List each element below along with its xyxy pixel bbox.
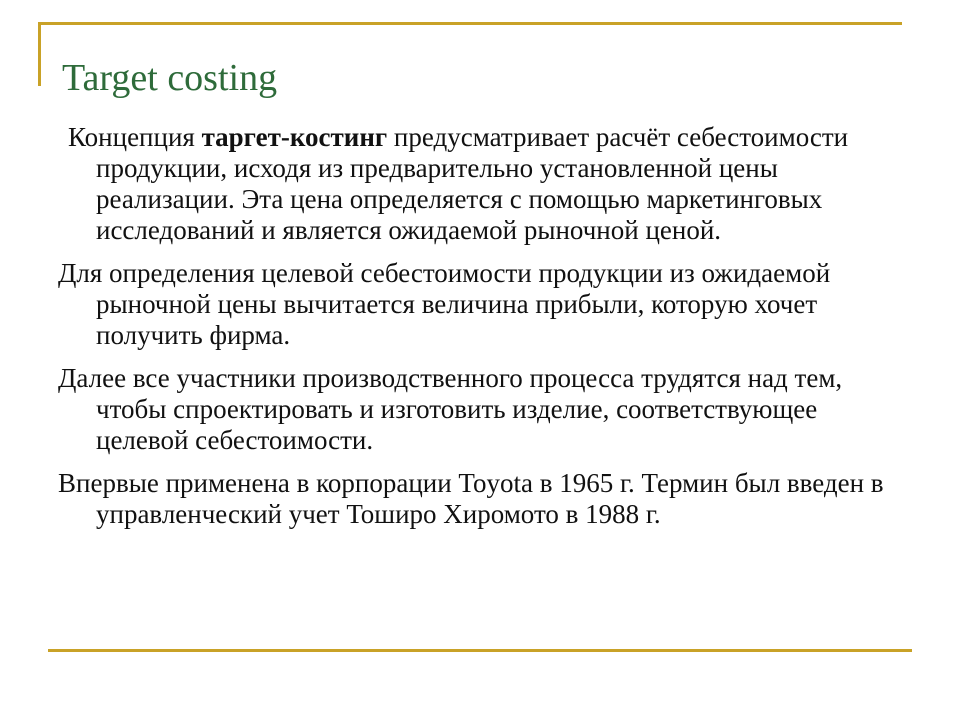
decorative-bottom-line <box>48 649 912 652</box>
decorative-vertical-line <box>38 22 41 86</box>
paragraph-target-cost: Для определения целевой себестоимости продукции из ожидаемой рыночной цены вычитается величина прибыли, которую хочет получить фирма. <box>58 258 831 350</box>
paragraph-concept-lead: Концепция <box>68 122 202 152</box>
paragraph-concept-rest: предусматривает расчёт себестоимости продукции, исходя из предварительно установленной цены реализации. Эта цена определяется с помощью маркетинговых исследований и является ожидаемой рыночной ценой. <box>96 122 849 245</box>
term-target-costing: таргет-костинг <box>201 122 388 152</box>
slide-body <box>58 122 908 542</box>
paragraph-concept <box>58 122 908 246</box>
decorative-top-line <box>38 22 902 25</box>
paragraph-history: Впервые применена в корпорации Toyota в 1965 г. Термин был введен в управленческий учет Тоширо Хиромото в 1988 г. <box>58 468 884 529</box>
slide-title: Target costing <box>62 57 278 99</box>
paragraph-process: Далее все участники производственного процесса трудятся над тем, чтобы спроектировать и изготовить изделие, соответствующее целевой себестоимости. <box>58 363 843 455</box>
